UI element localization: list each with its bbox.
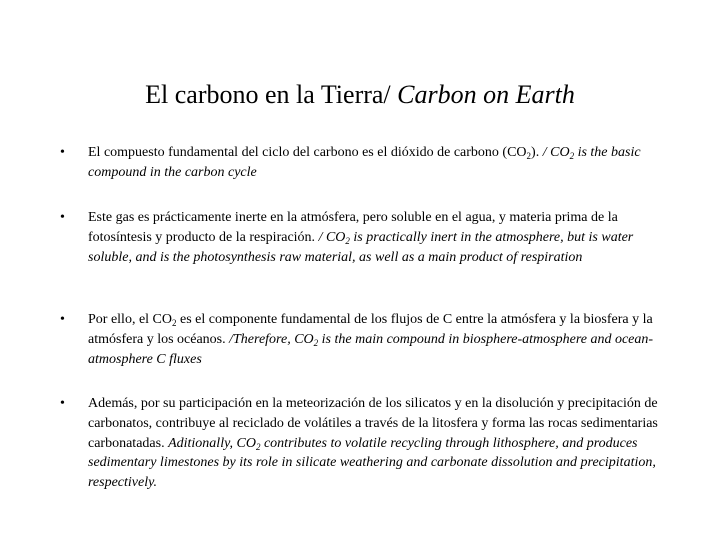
subscript-text: 2 [255,441,261,452]
text-run: Este gas es prácticamente inerte en la atmósfera, pero soluble en el agua, y materia prima de la fotosíntesis y producto de la respiración. [88,210,618,245]
text-run: ). [531,145,543,160]
text-run: contributes to volatile recycling through lithosphere, and produces sedimentary limestones by its role in silicate weathering and carbonate dissolution and precipitation, respectively. [88,435,656,491]
bullet-icon: • [60,210,65,225]
bullet-icon: • [60,396,65,411]
slide-title [0,80,720,110]
text-run: /Therefore, CO [229,331,314,347]
text-run: es el componente fundamental de los flujos de C entre la atmósfera y la biosfera y la atmósfera y los océanos. [88,312,653,347]
text-run: is practically inert in the atmosphere, but is water soluble, and is the photosynthesis raw material, as well as a main product of respiration [88,229,634,265]
title-spanish: El carbono en la Tierra/ [145,80,398,109]
title-english: Carbon on Earth [397,80,575,109]
text-run: is the basic compound in the carbon cycle [88,145,641,180]
subscript-text: 2 [172,318,177,328]
subscript-text: 2 [345,235,350,246]
text-run: / CO [542,145,570,160]
bullet-icon: • [60,145,65,160]
bullet-text [88,143,674,183]
subscript-text: 2 [569,151,575,161]
text-run: Además, por su participación en la meteorización de los silicatos y en la disolución y precipitación de carbonatos, contribuye al reciclado de volátiles a través de la litosfera y forma las rocas sedimentarias carbonatadas. [88,396,658,451]
text-run: Por ello, el CO [88,312,172,327]
bullet-icon: • [60,312,65,327]
subscript-text: 2 [526,151,532,161]
text-run: is the main compound in biosphere-atmosphere and ocean-atmosphere C fluxes [88,331,654,367]
bullet-text [88,208,674,267]
bullet-text [88,394,674,493]
text-run: / CO [318,229,346,245]
bullet-text [88,310,674,369]
text-run: El compuesto fundamental del ciclo del carbono es el dióxido de carbono (CO [88,145,527,160]
subscript-text: 2 [313,337,319,348]
text-run: Aditionally, CO [168,435,256,451]
